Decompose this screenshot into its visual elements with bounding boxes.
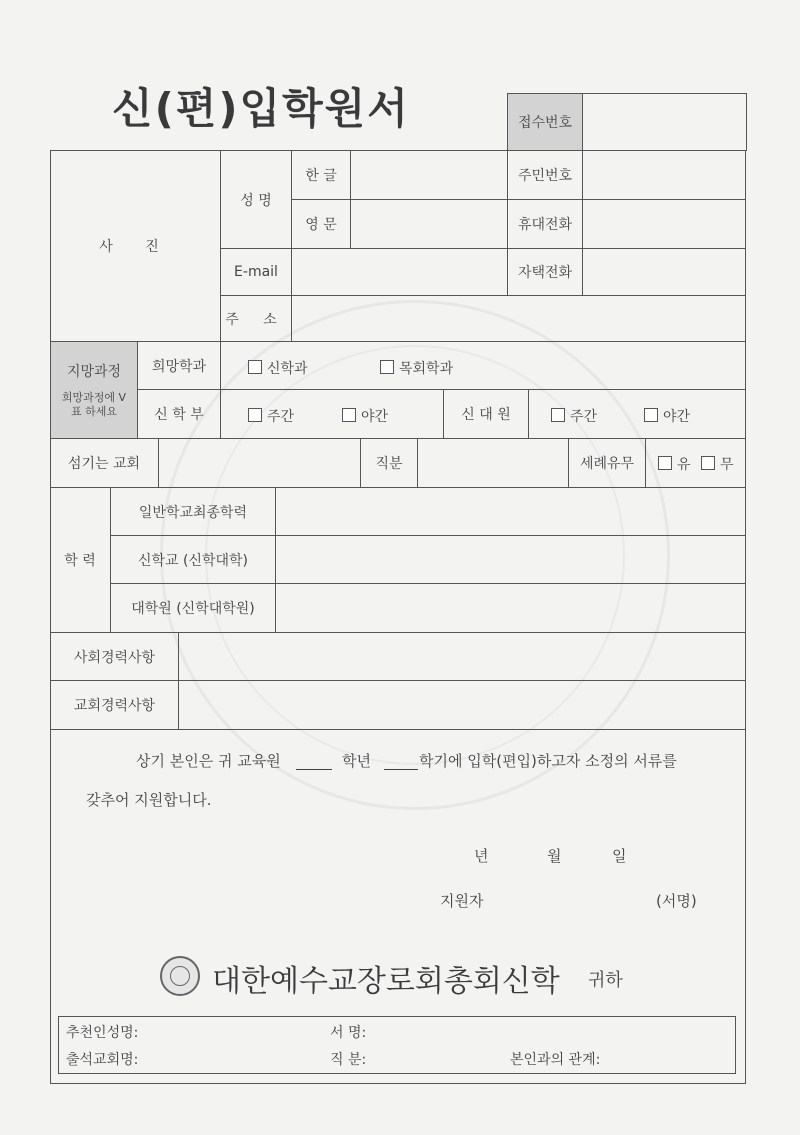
dept-option-theology[interactable]: 신학과 <box>248 358 308 378</box>
home-phone-label: 자택전화 <box>517 265 573 281</box>
date-month-label: 월 <box>547 847 562 865</box>
statement-part-b: 학년 <box>342 752 371 770</box>
checkbox-icon <box>551 408 565 422</box>
divider <box>645 438 646 487</box>
dept-option-pastoral[interactable]: 목회학과 <box>380 358 453 378</box>
reception-number-field[interactable] <box>584 95 744 149</box>
baptism-option-no[interactable]: 무 <box>701 454 734 474</box>
theology-label: 신 학 부 <box>154 407 204 423</box>
baptism-label: 세례유무 <box>579 455 635 472</box>
checkbox-icon <box>248 360 262 374</box>
mobile-field[interactable] <box>583 200 745 248</box>
photo-box[interactable] <box>52 152 220 340</box>
english-name-label: 영 문 <box>305 217 337 233</box>
course-label: 지망과정 <box>66 364 122 380</box>
divider <box>582 93 583 151</box>
checkbox-icon <box>644 408 658 422</box>
korean-name-label: 한 글 <box>305 168 337 184</box>
checkbox-icon <box>342 408 356 422</box>
education-field-seminary[interactable] <box>276 536 745 583</box>
resident-number-field[interactable] <box>583 151 745 199</box>
baptism-option-yes[interactable]: 유 <box>658 454 691 474</box>
position-label: 직분 <box>375 455 403 472</box>
education-row-label: 일반학교최종학력 <box>138 504 248 521</box>
korean-name-field[interactable] <box>351 151 507 199</box>
signature-label: (서명) <box>656 892 697 910</box>
attending-church-label: 출석교회명: <box>66 1052 139 1068</box>
recommender-name-label: 추천인성명: <box>66 1025 139 1041</box>
date-day-label: 일 <box>612 847 627 865</box>
relationship-label: 본인과의 관계: <box>510 1052 601 1068</box>
recommender-position-label: 직 분: <box>330 1052 367 1068</box>
address-field[interactable] <box>292 296 745 341</box>
theology-option-night[interactable]: 야간 <box>342 406 388 426</box>
education-field-general[interactable] <box>276 488 745 535</box>
name-label: 성 명 <box>240 192 272 209</box>
church-career-field[interactable] <box>179 681 745 728</box>
recommender-sign-label: 서 명: <box>330 1025 367 1041</box>
seal-emblem-icon <box>160 956 200 996</box>
email-label: E-mail <box>234 264 278 280</box>
checkbox-icon <box>701 456 715 470</box>
church-career-label: 교회경력사항 <box>73 697 156 714</box>
divider <box>137 389 746 390</box>
applicant-label: 지원자 <box>440 892 484 910</box>
divider <box>110 535 746 536</box>
education-row-label: 대학원 (신학대학원) <box>131 601 255 617</box>
divider <box>110 583 746 584</box>
divider <box>50 729 746 730</box>
organization-name: 대한예수교장로회총회신학 <box>212 964 560 999</box>
course-label-box <box>51 342 137 438</box>
year-blank[interactable] <box>296 769 332 770</box>
statement-part-c: 학기에 입학(편입)하고자 소정의 서류를 <box>419 752 677 770</box>
divinity-option-night[interactable]: 야간 <box>644 406 690 426</box>
divider <box>220 341 221 439</box>
social-career-field[interactable] <box>179 633 745 680</box>
education-label: 학 력 <box>64 553 96 569</box>
divider <box>528 389 529 438</box>
statement-part-a: 상기 본인은 귀 교육원 <box>136 752 281 770</box>
reception-number-label: 접수번호 <box>508 94 582 150</box>
photo-label: 사 진 <box>99 239 173 255</box>
recommender-box <box>58 1016 736 1074</box>
social-career-label: 사회경력사항 <box>73 649 156 666</box>
address-label: 주 소 <box>225 311 287 328</box>
to-suffix: 귀하 <box>588 970 623 991</box>
desired-dept-label: 희망학과 <box>151 358 207 375</box>
checkbox-icon <box>658 456 672 470</box>
position-field[interactable] <box>418 439 568 486</box>
date-year-label: 년 <box>474 847 489 865</box>
mobile-label: 휴대전화 <box>517 217 573 233</box>
church-label: 섬기는 교회 <box>67 455 141 472</box>
email-field[interactable] <box>292 249 506 295</box>
course-note: 희망과정에 V표 하세요 <box>61 391 127 418</box>
education-field-graduate[interactable] <box>276 584 745 632</box>
semester-blank[interactable] <box>384 769 418 770</box>
theology-option-day[interactable]: 주간 <box>248 406 294 426</box>
form-title: 신(편)입학원서 <box>112 84 410 133</box>
home-phone-field[interactable] <box>583 249 745 295</box>
divinity-option-day[interactable]: 주간 <box>551 406 597 426</box>
checkbox-icon <box>380 360 394 374</box>
education-row-label: 신학교 (신학대학) <box>137 552 249 569</box>
statement-line-2: 갖추어 지원합니다. <box>86 791 212 809</box>
resident-number-label: 주민번호 <box>517 168 573 184</box>
church-field[interactable] <box>159 439 360 486</box>
divinity-label: 신 대 원 <box>461 407 511 423</box>
checkbox-icon <box>248 408 262 422</box>
english-name-field[interactable] <box>351 200 507 248</box>
